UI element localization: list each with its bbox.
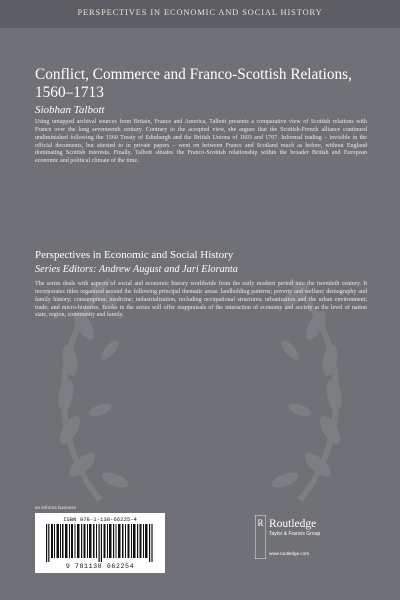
book-title [35, 66, 367, 102]
barcode-icon [46, 524, 154, 562]
isbn-label: ISBN 978-1-138-66225-4 [63, 516, 137, 523]
book-author: Siobhan Talbott [35, 104, 105, 116]
barcode-panel [35, 513, 165, 573]
series-heading: Perspectives in Economic and Social History [35, 249, 234, 261]
series-description: The series deals with aspects of social and economic history worldwide from the early modern period into the twentieth century. It incorporates titles organized around the following principal thematic areas: landholding patterns; poverty and welfare; demography and family history; consumption; medicine; industrialization, including occupational structures; urbanization and the urban environment; trade; and micro-histories. Books in the series will offer reappraisals of the interaction of economy and society at the level of nation state, region, community and family. [35, 281, 367, 319]
barcode-digits: 9 781138 662254 [65, 563, 135, 570]
series-tag: PERSPECTIVES IN ECONOMIC AND SOCIAL HISTORY [77, 8, 323, 17]
routledge-logo-icon [255, 515, 266, 559]
book-title-line1: Conflict, Commerce and Franco-Scottish Relations, [35, 66, 352, 83]
publisher-url[interactable]: www.routledge.com [269, 551, 310, 556]
publisher-group: Taylor & Francis Group [269, 531, 321, 537]
series-editors: Series Editors: Andrew August and Jari Eloranta [35, 264, 238, 275]
publisher-block [255, 515, 375, 565]
series-header-band [0, 0, 400, 28]
book-title-line2: 1560–1713 [35, 84, 104, 101]
book-blurb: Using untapped archival sources from Britain, France and America, Talbott presents a comparative view of Scottish relations with France over the long seventeenth century. Contrary to the accepted view, she argues that the Scottish-French alliance continued undiminished following the 1560 Treaty of Edinburgh and the British Unions of 1603 and 1707. Informal trading – invisible in the official documents, but attested to in private papers – went on between France and Scotland much as before, without England dominating Scottish interests. Finally, Talbott situates the Franco-Scottish relationship within the broader British and European economic and political climate of the time. [35, 119, 367, 165]
logo-letter: R [257, 518, 264, 528]
publisher-name: Routledge [269, 518, 317, 530]
informa-tagline: an informa business [35, 505, 77, 510]
